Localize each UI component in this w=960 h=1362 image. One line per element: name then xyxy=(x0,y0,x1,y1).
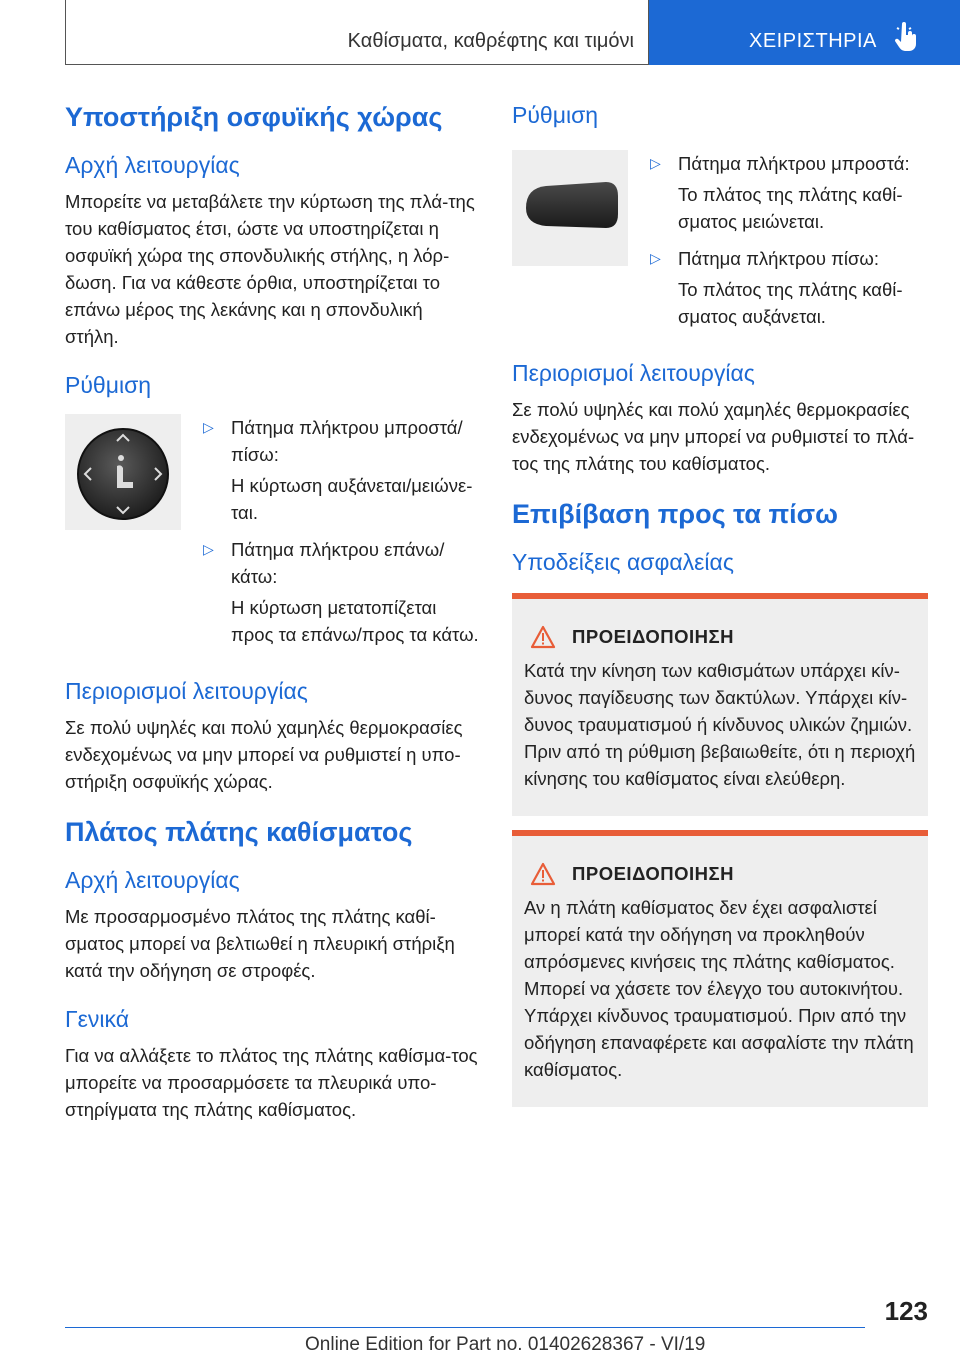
left-column xyxy=(65,100,480,1143)
hand-pointer-icon xyxy=(894,22,920,52)
chapter-tab xyxy=(65,0,649,65)
section-heading-lumbar: Υποστήριξη οσφυϊκής χώρας xyxy=(65,102,443,132)
subheading-limitations-width: Περιορισμοί λειτουργίας xyxy=(512,360,755,386)
step-action: Πάτημα πλήκτρου επάνω/κάτω: xyxy=(231,539,445,587)
subheading-limitations: Περιορισμοί λειτουργίας xyxy=(65,678,308,704)
paragraph-width-limitations: Σε πολύ υψηλές και πολύ χαμηλές θερμοκρασίες ενδεχομένως να μην μπορεί να ρυθμιστεί το πλά-τος της πλάτης του καθίσματος. xyxy=(512,399,915,474)
width-switch-image xyxy=(512,150,628,266)
lumbar-switch-image xyxy=(65,414,181,530)
warning-triangle-icon xyxy=(530,862,556,886)
triangle-bullet-icon: ▷ xyxy=(650,155,661,171)
section-heading-rear-entry: Επιβίβαση προς τα πίσω xyxy=(512,499,838,529)
page-number: 123 xyxy=(884,1296,928,1326)
paragraph-lumbar-principle: Μπορείτε να μεταβάλετε την κύρτωση της πλά-της του καθίσματος έτσι, ώστε να υποστηρίζεται η οσφυϊκή χώρα της σπονδυλικής στήλης, η λόρ-δωση. Για να κάθεστε όρθια, υποστηρίζεται το επάνω μέρος της λεκάνης και η σπονδυλική στήλη. xyxy=(65,191,475,347)
warning-title: ΠΡΟΕΙΔΟΠΟΙΗΣΗ xyxy=(572,863,734,884)
chapter-title: Καθίσματα, καθρέφτης και τιμόνι xyxy=(347,30,634,52)
lumbar-switch-graphic xyxy=(65,414,181,530)
subheading-principle-2: Αρχή λειτουργίας xyxy=(65,867,240,893)
width-steps xyxy=(628,150,928,340)
warning-box xyxy=(512,593,928,816)
page-header xyxy=(65,0,960,65)
warning-box xyxy=(512,830,928,1107)
subheading-adjust-width: Ρύθμιση xyxy=(512,102,599,128)
paragraph-lumbar-limitations: Σε πολύ υψηλές και πολύ χαμηλές θερμοκρασίες ενδεχομένως να μην μπορεί να ρυθμιστεί η υπο-στήριξη οσφυϊκής χώρας. xyxy=(65,717,463,792)
step-item xyxy=(650,150,928,177)
width-adjust-block xyxy=(512,150,928,340)
subheading-principle: Αρχή λειτουργίας xyxy=(65,152,240,178)
step-item xyxy=(650,245,928,272)
footer-divider xyxy=(65,1327,865,1328)
warning-triangle-icon xyxy=(530,625,556,649)
paragraph-width-principle: Με προσαρμοσμένο πλάτος της πλάτης καθί-σματος μπορεί να βελτιωθεί η πλευρική στήριξη κατά την οδήγηση σε στροφές. xyxy=(65,906,455,981)
subheading-safety: Υποδείξεις ασφαλείας xyxy=(512,549,734,575)
subheading-adjust: Ρύθμιση xyxy=(65,372,152,398)
paragraph-general: Για να αλλάξετε το πλάτος της πλάτης καθίσμα-τος μπορείτε να προσαρμόσετε τα πλευρικά υπο-στηρίγματα της πλάτης καθίσματος. xyxy=(65,1045,478,1120)
step-result: Το πλάτος της πλάτης καθί-σματος μειώνεται. xyxy=(678,184,903,232)
step-action: Πάτημα πλήκτρου μπροστά: xyxy=(678,153,910,174)
section-title: ΧΕΙΡΙΣΤΗΡΙΑ xyxy=(749,30,877,52)
lumbar-adjust-block xyxy=(65,414,480,658)
footer-edition: Online Edition for Part no. 01402628367 - VI/19 xyxy=(305,1334,706,1355)
warning-header xyxy=(524,862,916,886)
step-action: Πάτημα πλήκτρου πίσω: xyxy=(678,248,879,269)
warning-title: ΠΡΟΕΙΔΟΠΟΙΗΣΗ xyxy=(572,626,734,647)
warning-header xyxy=(524,625,916,649)
section-tab xyxy=(649,0,960,65)
step-item xyxy=(203,536,480,590)
step-action: Πάτημα πλήκτρου μπροστά/πίσω: xyxy=(231,417,463,465)
step-item xyxy=(203,414,480,468)
warning-text: Κατά την κίνηση των καθισμάτων υπάρχει κίν-δυνος παγίδευσης των δακτύλων. Υπάρχει κίν-δυνος τραυματισμού ή κίνδυνος υλικών ζημιών. Πριν από τη ρύθμιση βεβαιωθείτε, ότι η περιοχή κίνησης του καθίσματος είναι ελεύθερη. xyxy=(524,660,916,789)
right-column xyxy=(512,100,928,1121)
triangle-bullet-icon: ▷ xyxy=(203,419,214,435)
step-result: Το πλάτος της πλάτης καθί-σματος αυξάνεται. xyxy=(678,279,903,327)
lumbar-steps xyxy=(181,414,480,658)
width-switch-graphic xyxy=(512,150,628,266)
subheading-general: Γενικά xyxy=(65,1006,130,1032)
step-result: Η κύρτωση αυξάνεται/μειώνε-ται. xyxy=(231,475,473,523)
warning-text: Αν η πλάτη καθίσματος δεν έχει ασφαλιστεί μπορεί κατά την οδήγηση να προκληθούν απρόσμενες κινήσεις της πλάτης καθίσματος. Μπορεί να χάσετε τον έλεγχο του αυτοκινήτου. Υπάρχει κίνδυνος τραυματισμού. Πριν από την οδήγηση επαναφέρετε και ασφαλίστε την πλάτη καθίσματος. xyxy=(524,897,914,1080)
step-result: Η κύρτωση μετατοπίζεται προς τα επάνω/προς τα κάτω. xyxy=(231,597,479,645)
triangle-bullet-icon: ▷ xyxy=(650,250,661,266)
triangle-bullet-icon: ▷ xyxy=(203,541,214,557)
section-heading-backrest-width: Πλάτος πλάτης καθίσματος xyxy=(65,817,413,847)
